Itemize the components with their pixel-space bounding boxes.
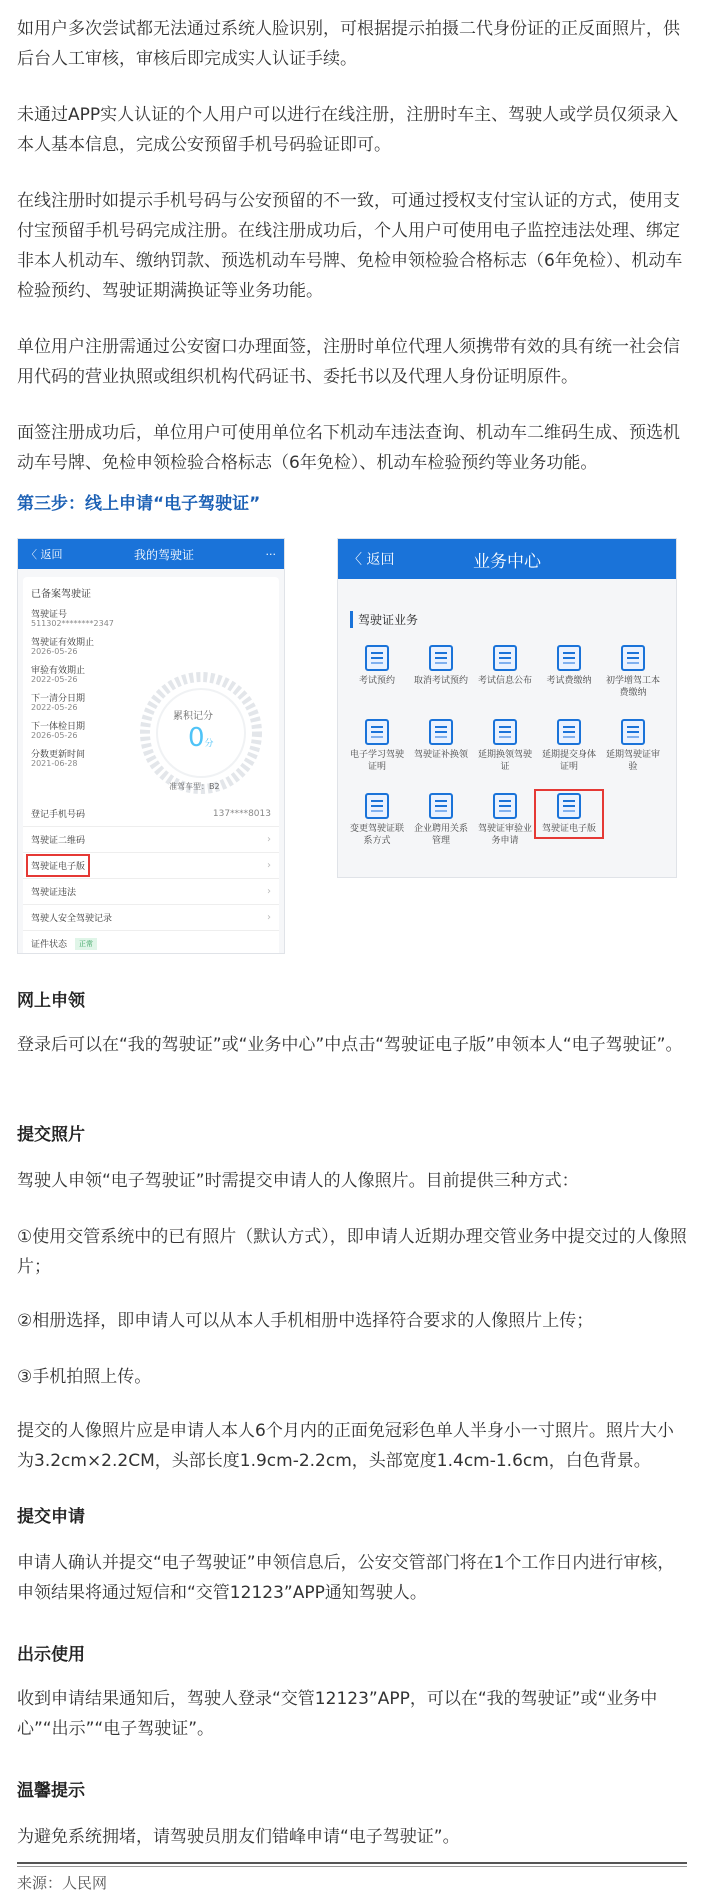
form-icon (493, 793, 517, 819)
paragraph: 面签注册成功后，单位用户可使用单位名下机动车违法查询、机动车二维码生成、预选机动车号牌、免检申领检验合格标志（6年免检）、机动车检验预约等业务功能。 (17, 423, 680, 473)
row-label: 驾驶证二维码 (31, 836, 86, 846)
service-e-learning-cert[interactable] (346, 719, 408, 773)
service-label: 考试费缴纳 (546, 676, 592, 686)
document-icon (493, 645, 517, 671)
score-number: 0 (188, 723, 205, 753)
score-value (188, 723, 214, 753)
paragraph: 申请人确认并提交“电子驾驶证”申领信息后，公安交管部门将在1个工作日内进行审核，申领结果将通过短信和“交管12123”APP通知驾驶人。 (17, 1553, 675, 1603)
chevron-right-icon: › (267, 860, 271, 871)
row-label: 登记手机号码 (31, 810, 86, 820)
biz-title: 业务中心 (473, 551, 541, 572)
row-license-status (23, 931, 279, 954)
paragraph: 驾驶人申领“电子驾驶证”时需提交申请人的人像照片。目前提供三种方式： (17, 1171, 579, 1191)
field-label: 驾驶证号 (31, 610, 68, 620)
service-extend-renewal[interactable] (474, 719, 536, 773)
service-exam-booking[interactable] (346, 645, 408, 687)
license-card (23, 577, 279, 813)
row-label: 驾驶证电子版 (31, 859, 85, 872)
service-learner-fee[interactable] (602, 645, 664, 699)
field-value: 2026-05-26 (31, 647, 78, 656)
row-phone-number (23, 801, 279, 827)
service-review-apply[interactable] (474, 793, 536, 847)
id-card-icon (621, 645, 645, 671)
service-label: 取消考试预约 (413, 676, 468, 686)
field-value: 2026-05-26 (31, 731, 78, 740)
biz-header (338, 539, 676, 579)
field-value: 2022-05-26 (31, 703, 78, 712)
field-label: 下一体检日期 (31, 722, 86, 732)
paragraph: ①使用交管系统中的已有照片（默认方式），即申请人近期办理交管业务中提交过的人像照片； (17, 1227, 687, 1277)
service-exam-info[interactable] (474, 645, 536, 687)
vehicle-type: 准驾车型：B2 (169, 782, 220, 791)
company-icon (429, 793, 453, 819)
paragraph: 未通过APP实人认证的个人用户可以进行在线注册，注册时车主、驾驶人或学员仅须录入本人基本信息，完成公安预留手机号码验证即可。 (17, 105, 679, 155)
section-heading: 温馨提示 (17, 1781, 85, 1801)
field-value: 2022-05-26 (31, 675, 78, 684)
my-license-screenshot (17, 538, 285, 954)
card-icon (621, 719, 645, 745)
service-label: 电子学习驾驶证明 (349, 750, 404, 772)
more-icon[interactable]: ··· (265, 547, 276, 561)
row-e-license[interactable] (23, 853, 279, 879)
back-button[interactable]: 〈 返回 (348, 552, 395, 568)
back-button[interactable]: 〈 返回 (26, 548, 63, 561)
field-value: 511302********2347 (31, 619, 114, 628)
section-heading: 网上申领 (17, 991, 85, 1011)
paragraph: 提交的人像照片应是申请人本人6个月内的正面免冠彩色单人半身小一寸照片。照片大小为3.2cm×2.2CM，头部长度1.9cm-2.2cm，头部宽度1.4cm-1.6cm，白色背景。 (17, 1421, 674, 1471)
field-label: 审验有效期止 (31, 666, 86, 676)
paragraph: 为避免系统拥堵，请驾驶员朋友们错峰申请“电子驾驶证”。 (17, 1827, 460, 1847)
section-heading: 提交申请 (17, 1507, 85, 1527)
service-label: 驾驶证电子版 (541, 824, 596, 834)
chevron-right-icon: › (267, 912, 271, 923)
service-label: 企业聘用关系管理 (413, 824, 468, 846)
footer-divider (17, 1866, 687, 1867)
business-center-screenshot (337, 538, 677, 878)
service-change-contact[interactable] (346, 793, 408, 847)
service-label: 考试信息公布 (477, 676, 532, 686)
paragraph: 单位用户注册需通过公安窗口办理面签，注册时单位代理人须携带有效的具有统一社会信用代码的营业执照或组织机构代码证书、委托书以及代理人身份证明原件。 (17, 337, 680, 387)
person-icon (557, 719, 581, 745)
paragraph: 如用户多次尝试都无法通过系统人脸识别，可根据提示拍摄二代身份证的正反面照片，供后台人工审核，审核后即完成实人认证手续。 (17, 19, 680, 69)
calendar-cancel-icon (429, 645, 453, 671)
clock-icon (493, 719, 517, 745)
paragraph: ③手机拍照上传。 (17, 1367, 152, 1387)
service-label: 变更驾驶证联系方式 (349, 824, 404, 846)
certificate-icon (365, 719, 389, 745)
source-credit: 来源：人民网 (17, 1874, 108, 1892)
service-cancel-exam[interactable] (410, 645, 472, 687)
status-badge: 正常 (75, 938, 97, 950)
chevron-right-icon: › (267, 886, 271, 897)
service-label: 延期驾驶证审验 (605, 750, 660, 772)
field-label: 驾驶证有效期止 (31, 638, 95, 648)
field-label: 下一清分日期 (31, 694, 86, 704)
field-value: 2021-06-28 (31, 759, 78, 768)
score-unit: 分 (204, 739, 214, 749)
chevron-right-icon: › (267, 834, 271, 845)
row-safe-driving-record[interactable] (23, 905, 279, 931)
row-label: 驾驶证违法 (31, 888, 77, 898)
paragraph: 在线注册时如提示手机号码与公安预留的不一致，可通过授权支付宝认证的方式，使用支付宝预留手机号码完成注册。在线注册成功后，个人用户可使用电子监控违法处理、绑定非本人机动车、缴纳罚款、预选机动车号牌、免检申领检验合格标志（6年免检）、机动车检验预约、驾驶证期满换证等业务功能。 (17, 191, 683, 301)
row-label: 证件状态 (31, 940, 68, 950)
step-three-heading: 第三步：线上申请“电子驾驶证” (17, 494, 261, 514)
paragraph: 收到申请结果通知后，驾驶人登录“交管12123”APP，可以在“我的驾驶证”或“业务中心”“出示”“电子驾驶证”。 (17, 1689, 658, 1739)
phone-title: 我的驾驶证 (133, 547, 194, 562)
filed-label: 已备案驾驶证 (31, 589, 91, 600)
paragraph: ②相册选择，即申请人可以从本人手机相册中选择符合要求的人像照片上传； (17, 1311, 594, 1331)
service-employer-relation[interactable] (410, 793, 472, 847)
field-label: 分数更新时间 (31, 750, 86, 760)
section-title: 驾驶证业务 (350, 611, 418, 628)
section-heading: 提交照片 (17, 1125, 85, 1145)
calendar-icon (365, 645, 389, 671)
section-heading: 出示使用 (17, 1645, 85, 1665)
service-label: 驾驶证审验业务申请 (477, 824, 532, 846)
service-exam-fee[interactable] (538, 645, 600, 687)
row-label: 驾驶人安全驾驶记录 (31, 914, 113, 924)
e-license-icon (557, 793, 581, 819)
row-license-violation[interactable] (23, 879, 279, 905)
service-label: 延期换领驾驶证 (477, 750, 532, 772)
service-e-license[interactable] (538, 793, 600, 835)
row-value: 137****8013 (212, 808, 271, 819)
service-label: 驾驶证补换领 (413, 750, 468, 760)
payment-icon (557, 645, 581, 671)
paragraph: 登录后可以在“我的驾驶证”或“业务中心”中点击“驾驶证电子版”申领本人“电子驾驶证”。 (17, 1035, 683, 1055)
service-extend-health[interactable] (538, 719, 600, 773)
swap-icon (429, 719, 453, 745)
footer-divider (17, 1862, 687, 1864)
service-license-replace[interactable] (410, 719, 472, 761)
service-label: 初学增驾工本费缴纳 (605, 676, 660, 698)
score-label: 累积记分 (173, 711, 213, 722)
license-menu (23, 801, 279, 954)
service-label: 考试预约 (358, 676, 395, 686)
phone-icon (365, 793, 389, 819)
service-label: 延期提交身体证明 (541, 750, 596, 772)
phone-header (18, 539, 284, 569)
service-extend-review[interactable] (602, 719, 664, 773)
row-license-qr[interactable] (23, 827, 279, 853)
